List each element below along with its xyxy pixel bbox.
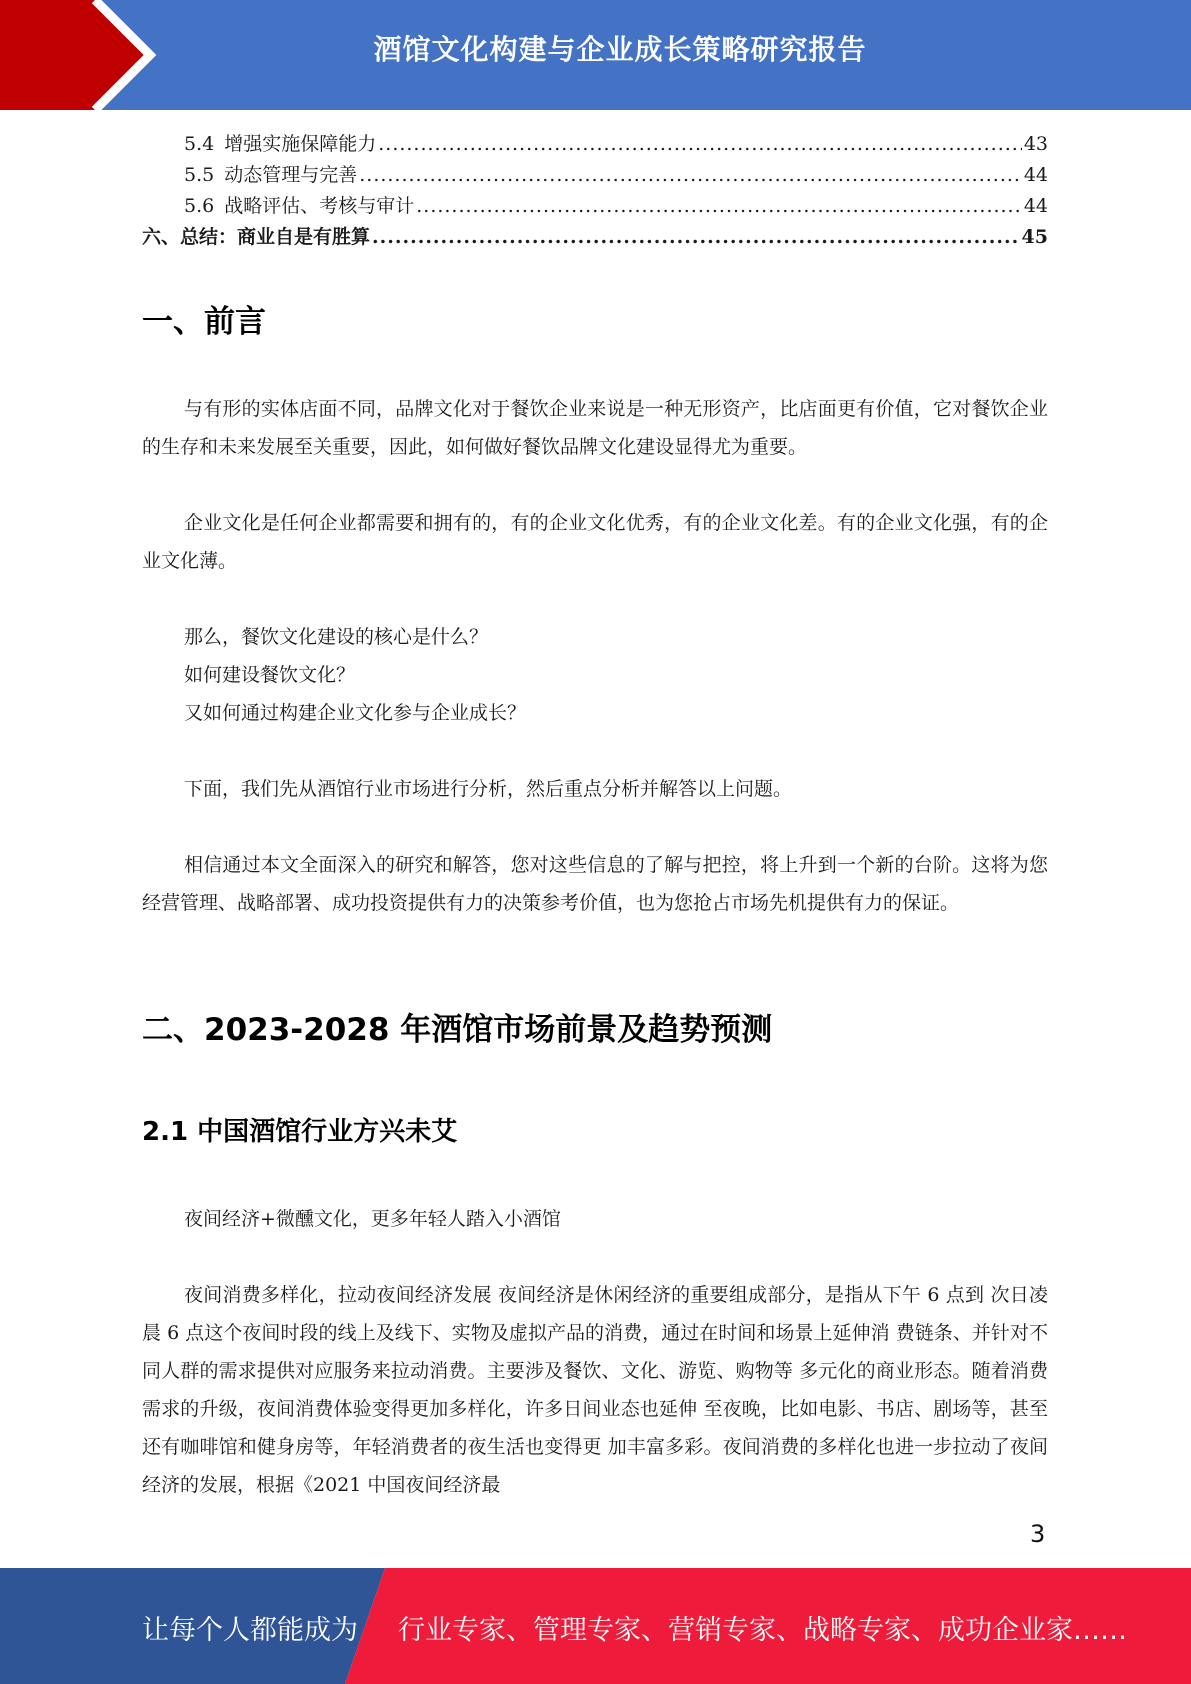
- toc-entry[interactable]: [142, 129, 1048, 160]
- toc-page-number: 43: [1023, 133, 1048, 155]
- toc-title: 战略评估、考核与审计: [224, 195, 415, 217]
- footer-slogan-right: 行业专家、管理专家、营销专家、战略专家、成功企业家……: [398, 1615, 1127, 1646]
- toc-entry[interactable]: [142, 191, 1048, 222]
- toc-leader-dots: [416, 195, 1022, 217]
- toc-page-number: 45: [1021, 226, 1048, 248]
- report-title: 酒馆文化构建与企业成长策略研究报告: [373, 33, 867, 66]
- question-line: 那么，餐饮文化建设的核心是什么？: [184, 626, 489, 648]
- table-of-contents: [142, 129, 1048, 253]
- paragraph: 与有形的实体店面不同，品牌文化对于餐饮企业来说是一种无形资产，比店面更有价值，它对餐饮企业的生存和未来发展至关重要，因此，如何做好餐饮品牌文化建设显得尤为重要。: [142, 398, 1048, 458]
- section-heading-preface: 一、前言: [142, 304, 266, 340]
- question-line: 如何建设餐饮文化？: [184, 664, 356, 686]
- paragraph: 下面，我们先从酒馆行业市场进行分析，然后重点分析并解答以上问题。: [184, 778, 793, 800]
- toc-leader-dots: [378, 133, 1022, 155]
- toc-page-number: 44: [1023, 195, 1048, 217]
- section-heading-market: 二、2023-2028 年酒馆市场前景及趋势预测: [142, 1012, 773, 1048]
- toc-number: 5.4: [184, 133, 215, 155]
- toc-number: 5.6: [184, 195, 215, 217]
- toc-page-number: 44: [1023, 164, 1048, 186]
- subsection-heading: 2.1 中国酒馆行业方兴未艾: [142, 1117, 458, 1147]
- paragraph: 相信通过本文全面深入的研究和解答，您对这些信息的了解与把控，将上升到一个新的台阶。这将为您经营管理、战略部署、成功投资提供有力的决策参考价值，也为您抢占市场先机提供有力的保证。: [142, 854, 1048, 914]
- paragraph: 夜间消费多样化，拉动夜间经济发展 夜间经济是休闲经济的重要组成部分，是指从下午 6 点到 次日凌晨 6 点这个夜间时段的线上及线下、实物及虚拟产品的消费，通过在时间和场景上延伸消 费链条、并针对不同人群的需求提供对应服务来拉动消费。主要涉及餐饮、文化、游览、购物等 多元化的商业形态。随着消费需求的升级，夜间消费体验变得更加多样化，许多日间业态也延伸 至夜晚，比如电影、书店、剧场等，甚至还有咖啡馆和健身房等，年轻消费者的夜生活也变得更 加丰富多彩。夜间消费的多样化也进一步拉动了夜间经济的发展，根据《2021 中国夜间经济最: [142, 1284, 1048, 1496]
- toc-entry[interactable]: [142, 160, 1048, 191]
- toc-title: 动态管理与完善: [224, 164, 358, 186]
- footer-slogan-left: 让每个人都能成为: [142, 1615, 358, 1646]
- page-footer: [0, 1568, 1191, 1684]
- paragraph: 企业文化是任何企业都需要和拥有的，有的企业文化优秀，有的企业文化差。有的企业文化强，有的企业文化薄。: [142, 512, 1048, 572]
- toc-title: 六、总结：商业自是有胜算: [142, 226, 371, 248]
- toc-title: 增强实施保障能力: [224, 133, 377, 155]
- toc-leader-dots: [359, 164, 1022, 186]
- question-line: 又如何通过构建企业文化参与企业成长？: [184, 702, 527, 724]
- toc-entry[interactable]: [142, 222, 1048, 253]
- toc-leader-dots: [372, 226, 1020, 248]
- subsection-intro: 夜间经济+微醺文化，更多年轻人踏入小酒馆: [184, 1208, 561, 1230]
- page-header: [0, 0, 1191, 110]
- toc-number: 5.5: [184, 164, 215, 186]
- page-number: 3: [1030, 1520, 1046, 1548]
